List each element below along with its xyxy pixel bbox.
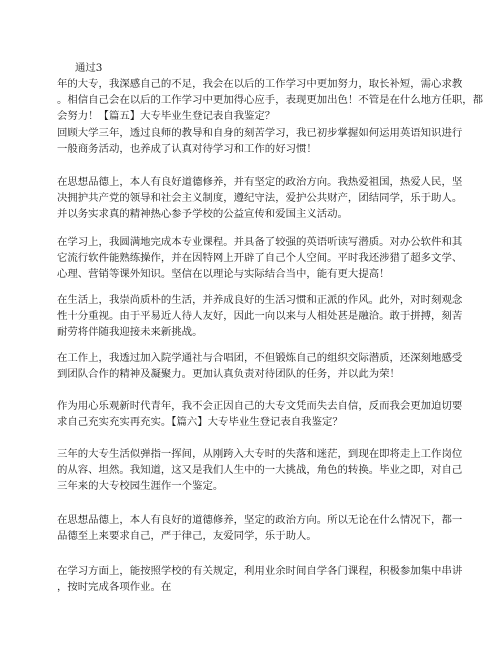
text-line: 耐劳将伴随我迎接未来新挑战。 [57, 326, 203, 338]
text-line: 在思想品德上，本人有良好的道德修养，坚定的政治方向。所以无论在什么情况下，都一 [57, 514, 463, 526]
text-line: 到团队合作的精神及凝聚力。更加认真负责对待团队的任务，并以此为荣！ [57, 368, 400, 380]
text-line: 年的大专，我深感自己的不足，我会在以后的工作学习中更加努力，取长补短，需心求教 [57, 78, 463, 90]
paragraph-4 [57, 234, 463, 282]
text-line: 。相信自己会在以后的工作学习中更加得心应手，表现更加出色！不管是在什么地方任职，都 [57, 94, 484, 106]
text-line: 一般商务活动，也养成了认真对待学习和工作的好习惯！ [57, 143, 317, 155]
text-line: 它流行软件能熟练操作，并在因特网上开辟了自己个人空间。平时我还涉猎了超多文学、 [57, 252, 463, 264]
text-line: 在生活上，我崇尚质朴的生活，并养成良好的生活习惯和正派的作风。此外，对时刻观念 [57, 294, 463, 306]
text-line: ，按时完成各项作业。在 [57, 581, 172, 593]
paragraph-6 [57, 350, 463, 382]
text-line: 三年来的大专校园生涯作一个鉴定。 [57, 480, 224, 492]
text-line: 品德至上来要求自己，严于律己，友爱同学，乐于助人。 [57, 530, 317, 542]
text-line: 心理、营销等课外知识。坚信在以理论与实际结合当中，能有更大提高！ [57, 268, 390, 280]
text-line: 在学习方面上，能按照学校的有关规定，利用业余时间自学各门课程，积极参加集中串讲 [57, 565, 463, 577]
text-line: 作为用心乐观新时代青年，我不会正因自己的大专文凭而失去自信，反而我会更加迫切要 [57, 400, 463, 412]
text-line: 通过3 [75, 62, 103, 74]
paragraph-8 [57, 446, 463, 494]
text-line: 决拥护共产党的领导和社会主义制度，遵纪守法，爱护公共财产，团结同学，乐于助人。 [57, 192, 463, 204]
paragraph-2 [57, 125, 463, 157]
paragraph-10 [57, 563, 463, 595]
text-line: 在学习上，我圆满地完成本专业课程。并具备了较强的英语听读写潜质。对办公软件和其 [57, 236, 463, 248]
paragraph-1 [57, 60, 484, 124]
text-line: 在思想品德上，本人有良好道德修养，并有坚定的政治方向。我热爱祖国，热爱人民，坚 [57, 176, 463, 188]
text-line: 三年的大专生活似弹指一挥间，从刚跨入大专时的失落和迷茫，到现在即将走上工作岗位 [57, 448, 463, 460]
text-line: 在工作上，我透过加入院学通社与合唱团，不但锻炼自己的组织交际潜质，还深刻地感受 [57, 352, 463, 364]
text-line: 会努力！【篇五】大专毕业生登记表自我鉴定？ [57, 110, 276, 122]
paragraph-9 [57, 512, 463, 544]
paragraph-7 [57, 398, 463, 430]
paragraph-5 [57, 292, 463, 340]
text-line: 求自己充实充实再充实。【篇六】大专毕业生登记表自我鉴定？ [57, 416, 343, 428]
text-line: 回顾大学三年，透过良师的教导和自身的刻苦学习，我已初步掌握如何运用英语知识进行 [57, 127, 463, 139]
text-line: 的从容、坦然。我知道，这又是我们人生中的一大挑战，角色的转换。毕业之即，对自己 [57, 464, 463, 476]
paragraph-3 [57, 174, 463, 222]
text-line: 性十分重视。由于平易近人待人友好，因此一向以来与人相处甚是融洽。敢于拼搏，刻苦 [57, 310, 463, 322]
text-line: 并以务实求真的精神热心参予学校的公益宣传和爱国主义活动。 [57, 208, 348, 220]
